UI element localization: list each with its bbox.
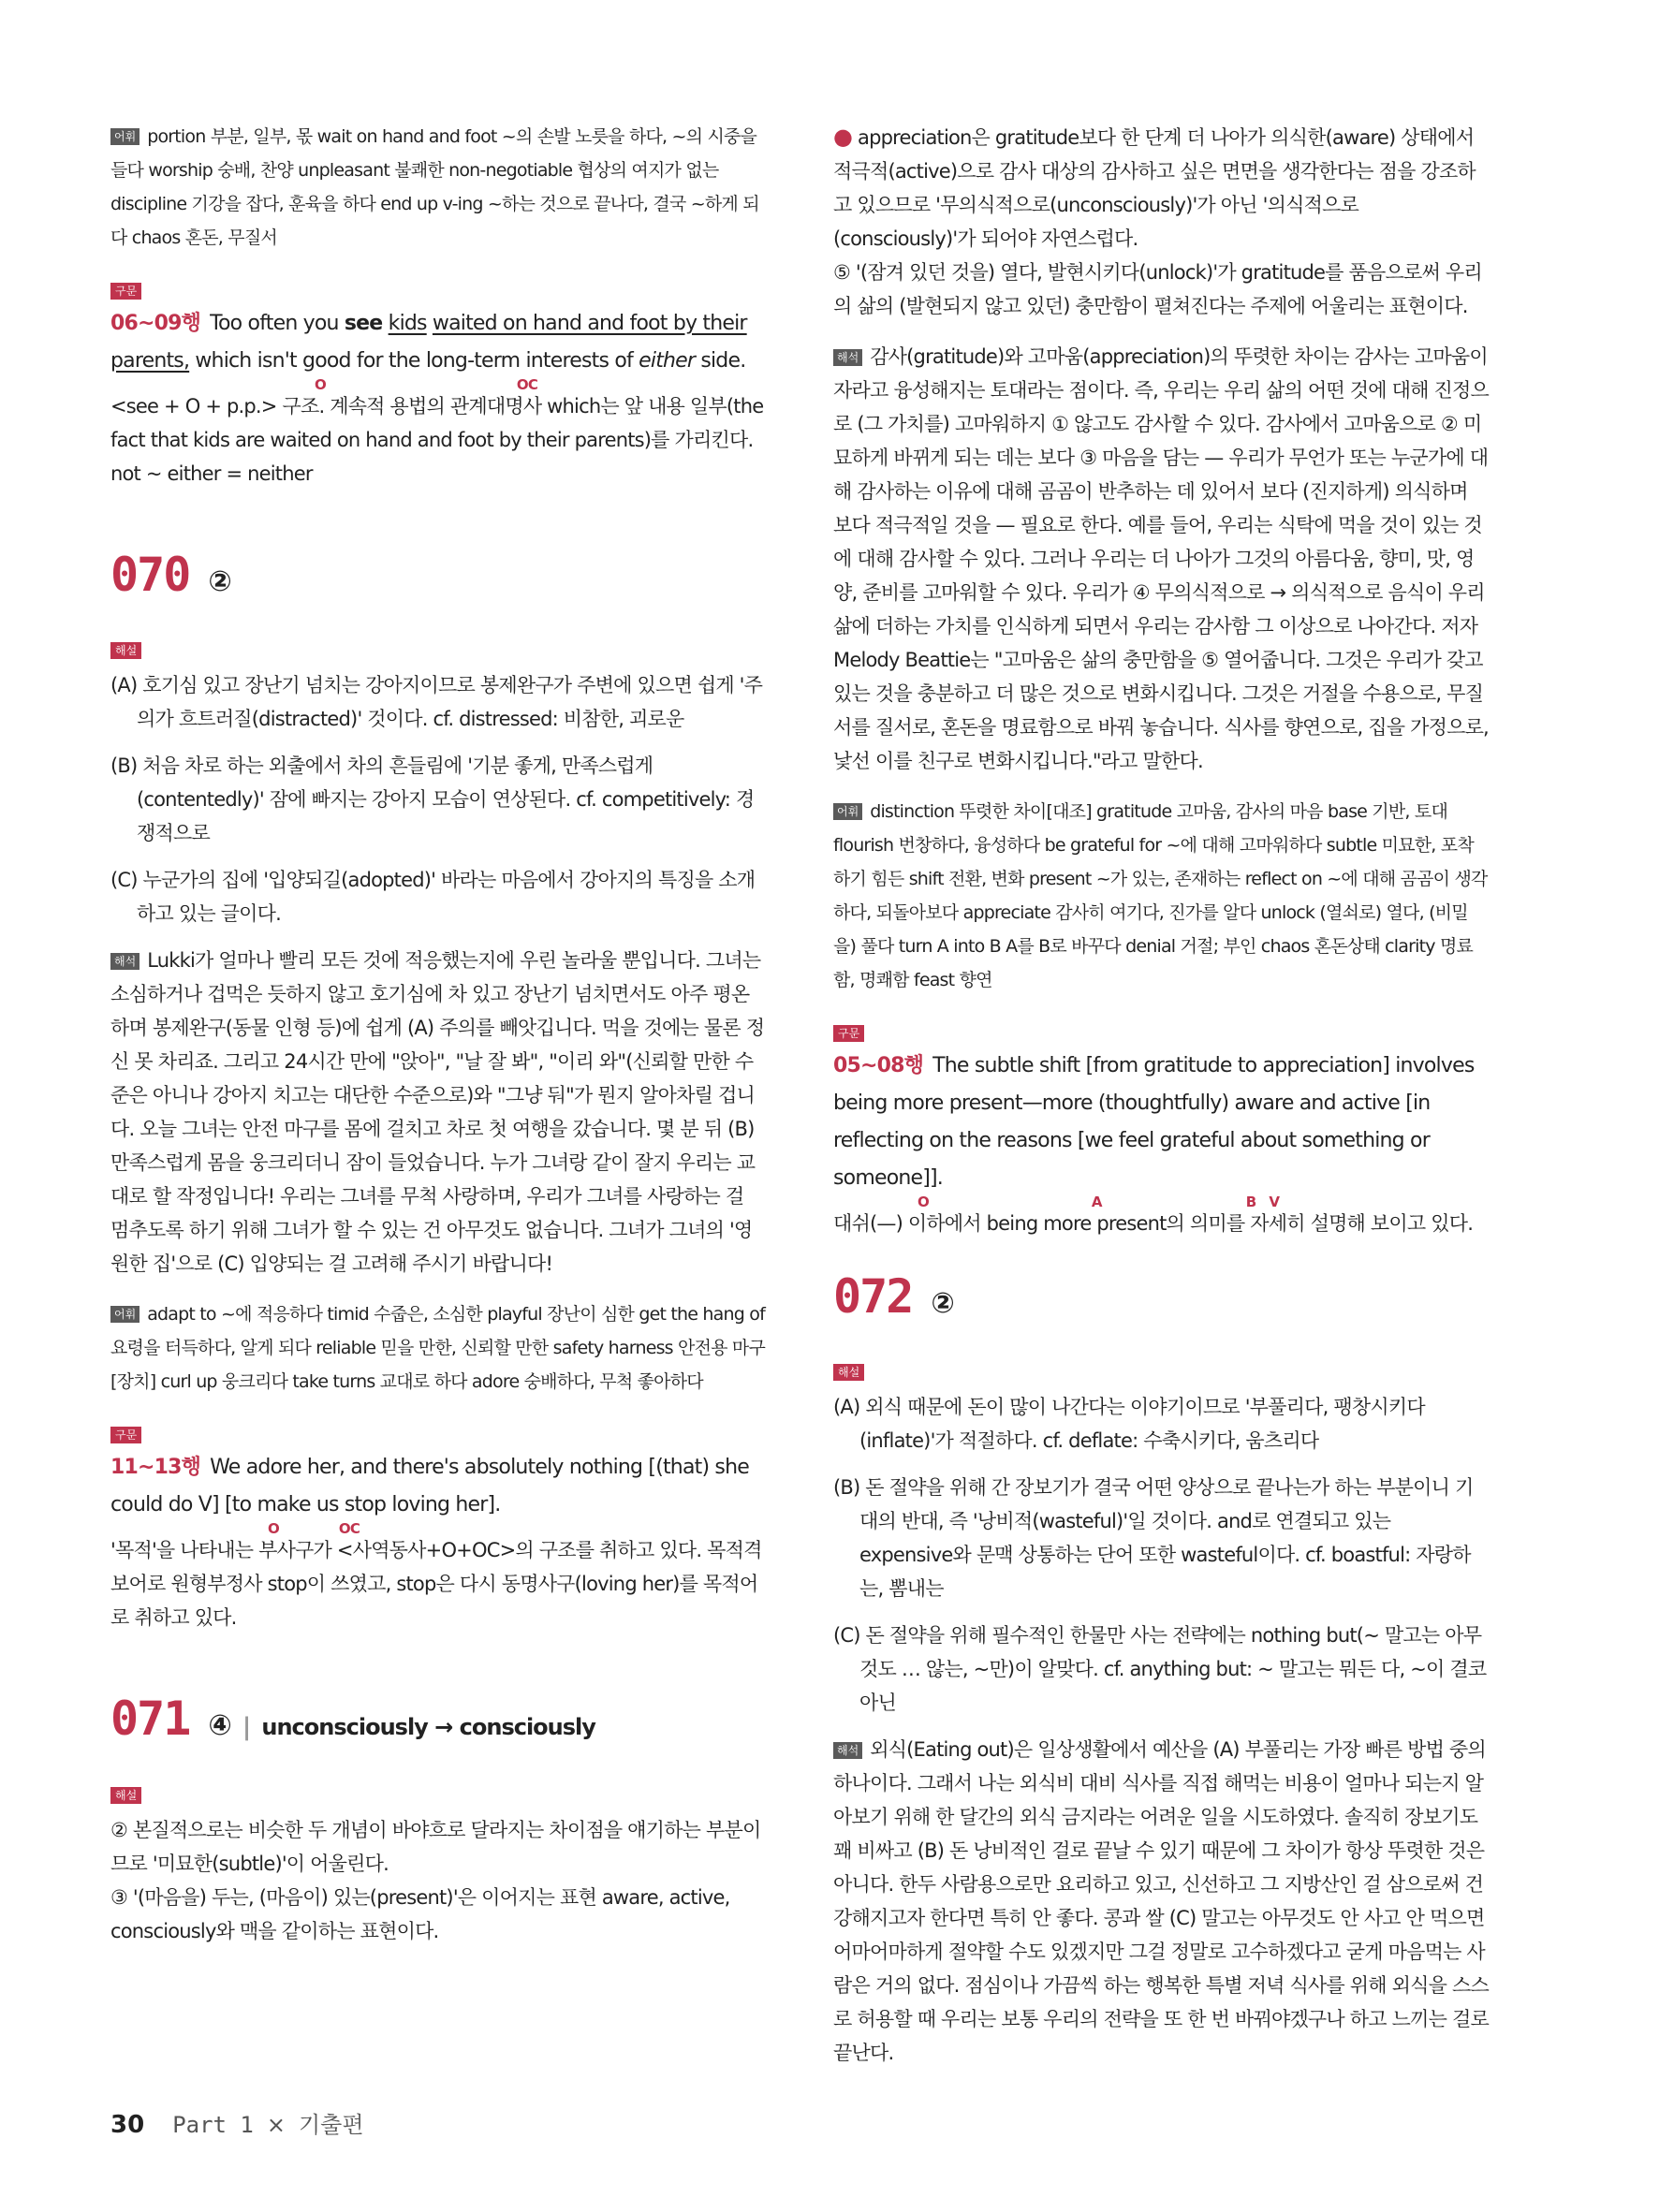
q071-translation [833, 340, 1489, 778]
page-number: 30 [110, 2111, 145, 2139]
part-label: Part 1 [172, 2112, 254, 2138]
explain-tag: 해설 [110, 642, 141, 659]
left-column [110, 120, 766, 1948]
mark-o: O [315, 376, 326, 393]
mark-oc: OC [516, 376, 538, 393]
structure-lines: 05~08행 [833, 1054, 924, 1077]
mark-a: A [1091, 1194, 1102, 1210]
page-footer [110, 2108, 364, 2142]
mark-oc: OC [338, 1520, 360, 1537]
mark-o: O [268, 1520, 279, 1537]
q071-structure [833, 1014, 1489, 1240]
question-number: 070 [110, 548, 190, 602]
structure-tag: 구문 [110, 283, 141, 300]
translation-text: 외식(Eating out)은 일상생활에서 예산을 (A) 부풀리는 가장 빠른 방법 중의 하나이다. 그래서 나는 외식비 대비 식사를 직접 해먹는 비용이 얼마나 되는지 알아보기 위해 한 달간의 외식 금지라는 어려운 일을 시도하였다. 솔직히 장보기도 꽤 비싸고 (B) 돈 낭비적인 걸로 끝날 수 있기 때문에 그 차이가 항상 뚜렷한 것은 아니다. 한두 사람용으로만 요리하고 있고, 신선하고 그 지방산인 걸 삼으로써 건강해지고자 한다면 특히 안 좋다. 콩과 쌀 (C) 말고는 아무것도 안 사고 안 먹으면 어마어마하게 절약할 수도 있겠지만 그걸 정말로 고수하겠다고 굳게 마음먹는 사람은 거의 없다. 점심이나 가끔씩 하는 행복한 특별 저녁 식사를 위해 외식을 스스로 허용할 때 우리는 보통 우리의 전략을 또 한 번 바꿔야겠구나 하고 느끼는 걸로 끝난다. [833, 1738, 1489, 2064]
right-column [833, 120, 1489, 2087]
answer-fix: unconsciously → consciously [261, 1714, 595, 1740]
translation-tag: 해석 [110, 953, 140, 970]
vocab-text: distinction 뚜렷한 차이[대조] gratitude 고마움, 감사의 마음 base 기반, 토대 flourish 번창하다, 융성하다 be grateful for ~에 대해 고마워하다 subtle 미묘한, 포착하기 힘든 shift 전환, 변화 present ~가 있는, 존재하는 reflect on ~에 대해 곰곰이 생각하다, 되돌아보다 appreciate 감사히 여기다, 진가를 알다 unlock (열쇠로) 열다, (비밀을) 풀다 turn A into B A를 B로 바꾸다 denial 거절; 부인 chaos 혼돈상태 clarity 명료함, 명쾌함 feast 향연 [833, 801, 1488, 990]
bullet-dot-icon: ● [833, 124, 853, 150]
question-answer: ② [208, 565, 230, 598]
q070-translation [110, 944, 766, 1281]
structure-sentence: 11~13행 We adore her, and there's absolutely nothing [(that) she could do V] [to make us stop loving her]. O OC [110, 1456, 749, 1537]
structure-sentence: 05~08행 The subtle shift [from gratitude to appreciation] involves being more present—more (thoughtfully) aware and active [in reflecting on the reasons [we feel grateful about something or someone]]. O A B V [833, 1054, 1475, 1210]
structure-explain: 대쉬(—) 이하에서 being more present의 의미를 자세히 설명해 보이고 있다. [833, 1212, 1474, 1235]
option-c: (C) 누군가의 집에 '입양되길(adopted)' 바라는 마음에서 강아지의 특징을 소개하고 있는 글이다. [110, 869, 756, 925]
q071-explanation [110, 1776, 766, 1948]
structure-tag: 구문 [833, 1025, 864, 1042]
vocab-text: portion 부분, 일부, 몫 wait on hand and foot ~의 손발 노릇을 하다, ~의 시중을 들다 worship 숭배, 찬양 unpleasant 불쾌한 non-negotiable 협상의 여지가 없는 discipline 기강을 잡다, 훈육을 하다 end up v-ing ~하는 것으로 끝나다, 결국 ~하게 되다 chaos 혼돈, 무질서 [110, 126, 759, 248]
option-a: (A) 외식 때문에 돈이 많이 나간다는 이야기이므로 '부풀리다, 팽창시키다(inflate)'가 적절하다. cf. deflate: 수축시키다, 움츠리다 [833, 1396, 1425, 1452]
option-b: (B) 돈 절약을 위해 간 장보기가 결국 어떤 양상으로 끝나는가 하는 부분이니 기대의 반대, 즉 '낭비적(wasteful)'일 것이다. and로 연결되고 있는 expensive와 문맥 상통하는 단어 또한 wasteful이다. cf. boastful: 자랑하는, 뽐내는 [833, 1476, 1474, 1600]
vocab-block-1 [110, 120, 766, 255]
question-answer: ② [931, 1287, 953, 1320]
translation-text: Lukki가 얼마나 빨리 모든 것에 적응했는지에 우린 놀라울 뿐입니다. 그녀는 소심하거나 겁먹은 듯하지 않고 호기심에 차 있고 장난기 넘치면서도 아주 평온하며 봉제완구(동물 인형 등)에 쉽게 (A) 주의를 빼앗깁니다. 먹을 것에는 물론 정신 못 차리죠. 그리고 24시간 만에 "앉아", "날 잘 봐", "이리 와"(신뢰할 만한 수준은 아니나 강아지 치고는 대단한 수준으로)와 "그냥 둬"가 뭔지 알아차릴 겁니다. 오늘 그녀는 안전 마구를 몸에 걸치고 차로 첫 여행을 갔습니다. 몇 분 뒤 (B) 만족스럽게 몸을 웅크리더니 잠이 들었습니다. 누가 그녀랑 같이 잘지 우리는 교대로 할 작정입니다! 우리는 그녀를 무척 사랑하며, 우리가 그녀를 사랑하는 걸 멈추도록 하기 위해 그녀가 할 수 있는 건 아무것도 없습니다. 그녀가 그녀의 '영원한 집'으로 (C) 입양되는 걸 고려해 주시기 바랍니다! [110, 949, 765, 1275]
option-c: (C) 돈 절약을 위해 필수적인 한물만 사는 전략에는 nothing but(~ 말고는 아무것도 … 않는, ~만)이 알맞다. cf. anything but: ~ 말고는 뭐든 다, ~이 결코 아닌 [833, 1624, 1487, 1714]
q072-explanation [833, 1353, 1489, 1720]
q070-structure [110, 1415, 766, 1634]
option-b: (B) 처음 차로 하는 외출에서 차의 흔들림에 '기분 좋게, 만족스럽게(contentedly)' 잠에 빠지는 강아지 모습이 연상된다. cf. competitively: 경쟁적으로 [110, 754, 755, 844]
structure-tag: 구문 [110, 1427, 141, 1443]
question-070-header [110, 547, 766, 610]
explain-2: ② 본질적으로는 비슷한 두 개념이 바야흐로 달라지는 차이점을 얘기하는 부분이므로 '미묘한(subtle)'이 어울린다. [110, 1819, 761, 1875]
question-answer: ④ [208, 1709, 230, 1742]
question-071-header [110, 1691, 766, 1755]
translation-text: 감사(gratitude)와 고마움(appreciation)의 뚜렷한 차이는 감사는 고마움이 자라고 융성해지는 토대라는 점이다. 즉, 우리는 우리 삶의 어떤 것에 대해 진정으로 (그 가치를) 고마워하지 ① 않고도 감사할 수 있다. 감사에서 고마움으로 ② 미묘하게 바뀌게 되는 데는 보다 ③ 마음을 담는 — 우리가 무언가 또는 누군가에 대해 감사하는 이유에 대해 곰곰이 반추하는 데 있어서 보다 (진지하게) 의식하며 보다 적극적일 것을 — 필요로 한다. 예를 들어, 우리는 식탁에 먹을 것이 있는 것에 대해 감사할 수 있다. 그러나 우리는 더 나아가 그것의 아름다움, 향미, 맛, 영양, 준비를 고마워할 수 있다. 우리가 ④ 무의식적으로 → 의식적으로 음식이 우리 삶에 더하는 가치를 인식하게 되면서 우리는 감사함 그 이상으로 나아간다. 저자 Melody Beattie는 "고마움은 삶의 충만함을 ⑤ 열어줍니다. 그것은 우리가 갖고 있는 것을 충분하고 더 많은 것으로 변화시킵니다. 그것은 거절을 수용으로, 무질서를 질서로, 혼돈을 명료함으로 바꿔 놓습니다. 식사를 향연으로, 집을 가정으로, 낯선 이를 친구로 변화시킵니다."라고 말한다. [833, 345, 1489, 772]
structure-lines: 06~09행 [110, 312, 201, 335]
q071-explain-5: ⑤ '(잠겨 있던 것을) 열다, 발현시키다(unlock)'가 gratitude를 품음으로써 우리의 삶의 (발현되지 않고 있던) 충만함이 펼쳐진다는 주제에 어울리는 표현이다. [833, 261, 1482, 317]
mark-o: O [918, 1194, 929, 1210]
structure-block-1 [110, 271, 766, 491]
option-a: (A) 호기심 있고 장난기 넘치는 강아지이므로 봉제완구가 주변에 있으면 쉽게 '주의가 흐트러질(distracted)' 것이다. cf. distressed: 비참한, 괴로운 [110, 674, 763, 730]
structure-sentence: 06~09행 Too often you see kids waited on hand and foot by their parents, which isn't good for the long-term interests of either side. O OC [110, 312, 747, 393]
vocab-text: adapt to ~에 적응하다 timid 수줍은, 소심한 playful 장난이 심한 get the hang of 요령을 터득하다, 알게 되다 reliable 믿을 만한, 신뢰할 만한 safety harness 안전용 마구[장치] curl up 웅크리다 take turns 교대로 하다 adore 숭배하다, 무척 좋아하다 [110, 1304, 766, 1392]
question-number: 072 [833, 1269, 913, 1324]
translation-tag: 해석 [833, 1742, 862, 1759]
mark-b: B [1245, 1194, 1256, 1210]
question-072-header [833, 1268, 1489, 1332]
explain-3: ③ '(마음을) 두는, (마음이) 있는(present)'은 이어지는 표현 aware, active, consciously와 맥을 같이하는 표현이다. [110, 1886, 730, 1942]
explain-tag: 해설 [833, 1364, 864, 1381]
structure-explain: <see + O + p.p.> 구조. 계속적 용법의 관계대명사 which는 앞 내용 일부(the fact that kids are waited on hand and foot by their parents)를 가리킨다. not ~ either = neither [110, 395, 764, 485]
vocab-tag: 어휘 [110, 1306, 140, 1323]
explain-tag: 해설 [110, 1787, 141, 1804]
vocab-tag: 어휘 [833, 803, 862, 820]
q071-explain-4: ● appreciation은 gratitude보다 한 단계 더 나아가 의식한(aware) 상태에서 적극적(active)으로 감사 대상의 감사하고 싶은 면면을 생각한다는 점을 강조하고 있으므로 '무의식적으로(unconsciously)'가 아닌 '의식적으로(consciously)'가 되어야 자연스럽다. [833, 124, 1476, 250]
object-complement: waited on hand and foot by their parents, [110, 312, 747, 373]
q070-vocab [110, 1297, 766, 1399]
q071-vocab [833, 795, 1489, 997]
structure-lines: 11~13행 [110, 1456, 201, 1479]
structure-explain: '목적'을 나타내는 부사구가 <사역동사+O+OC>의 구조를 취하고 있다. 목적격보어로 원형부정사 stop이 쓰였고, stop은 다시 동명사구(loving her)를 목적어로 취하고 있다. [110, 1539, 762, 1629]
mark-v: V [1269, 1194, 1280, 1210]
object-kids: kids [388, 312, 427, 335]
section-label: 기출편 [299, 2112, 364, 2138]
vocab-tag: 어휘 [110, 128, 140, 145]
q072-translation [833, 1733, 1489, 2070]
divider: | [239, 1713, 253, 1741]
translation-tag: 해석 [833, 349, 862, 366]
question-number: 071 [110, 1692, 190, 1746]
separator: × [266, 2112, 286, 2138]
q070-explanation [110, 631, 766, 930]
